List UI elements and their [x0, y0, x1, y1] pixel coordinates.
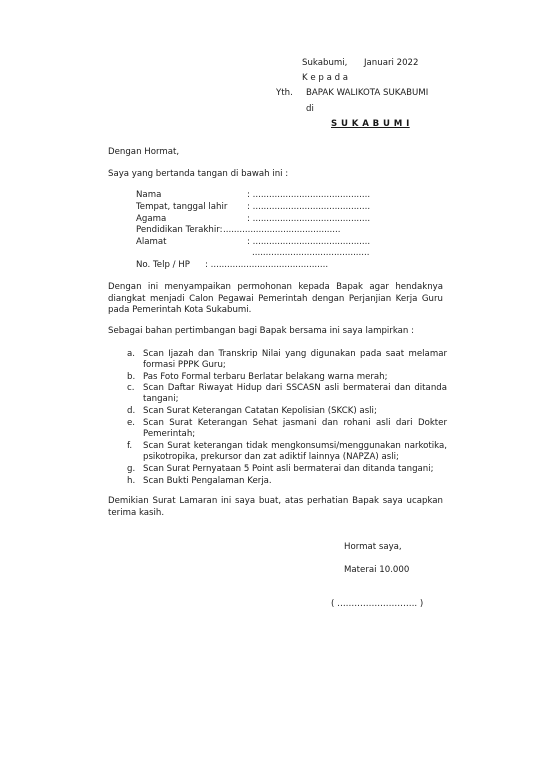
field-label-agama: Agama [136, 214, 167, 224]
salutation: Dengan Hormat, [108, 147, 180, 157]
field-label-alamat: Alamat [136, 237, 167, 247]
list-text: Scan Ijazah dan Transkrip Nilai yang digunakan pada saat melamar formasi PPPK Guru; [143, 349, 447, 371]
list-marker: b. [127, 372, 136, 382]
field-value-nama: : ........................................... [247, 190, 371, 200]
field-value-agama: : ........................................... [247, 214, 371, 224]
di-label: di [306, 104, 314, 114]
list-marker: d. [127, 406, 136, 416]
field-value-alamat-2: ........................................... [252, 248, 370, 258]
field-label-pendidikan: Pendidikan Terakhir: [136, 225, 223, 235]
field-value-alamat: : ........................................... [247, 237, 371, 247]
field-label-nama: Nama [136, 190, 162, 200]
list-text: Pas Foto Formal terbaru Berlatar belakang warna merah; [143, 372, 388, 382]
list-marker: f. [127, 441, 133, 451]
list-text: Scan Surat keterangan tidak mengkonsumsi/menggunakan narkotika, psikotropika, prekursor dan zat adiktif lainnya (NAPZA) asli; [143, 441, 447, 463]
list-marker: c. [127, 383, 135, 393]
signature-name-line: ( ………………………. ) [331, 599, 424, 609]
field-value-pendidikan: ........................................... [223, 225, 341, 235]
recipient-city: S U K A B U M I [331, 119, 410, 129]
letter-place: Sukabumi, [302, 58, 348, 68]
attachment-intro: Sebagai bahan pertimbangan bagi Bapak bersama ini saya lampirkan : [108, 326, 415, 336]
list-text: Scan Bukti Pengalaman Kerja. [143, 476, 272, 486]
list-marker: a. [127, 349, 135, 359]
signature-stamp: Materai 10.000 [344, 565, 410, 575]
field-label-telp: No. Telp / HP [136, 260, 190, 270]
list-text: Scan Surat Keterangan Sehat jasmani dan rohani asli dari Dokter Pemerintah; [143, 418, 447, 440]
recipient-name: BAPAK WALIKOTA SUKABUMI [306, 88, 429, 98]
request-paragraph: Dengan ini menyampaikan permohonan kepada Bapak agar hendaknya diangkat menjadi Calon Pegawai Pemerintah dengan Perjanjian Kerja Guru pada Pemerintah Kota Sukabumi. [108, 282, 443, 316]
kepada-label: K e p a d a [302, 73, 349, 83]
list-marker: e. [127, 418, 136, 428]
list-text: Scan Surat Pernyataan 5 Point asli bermaterai dan ditanda tangani; [143, 464, 434, 474]
letter-date: Januari 2022 [364, 58, 419, 68]
list-marker: h. [127, 476, 136, 486]
signature-regards: Hormat saya, [344, 542, 402, 552]
intro-text: Saya yang bertanda tangan di bawah ini : [108, 169, 289, 179]
list-marker: g. [127, 464, 136, 474]
yth-label: Yth. [276, 88, 293, 98]
field-value-ttl: : ........................................... [247, 202, 371, 212]
list-text: Scan Surat Keterangan Catatan Kepolisian (SKCK) asli; [143, 406, 377, 416]
list-text: Scan Daftar Riwayat Hidup dari SSCASN asli bermaterai dan ditanda tangani; [143, 383, 447, 405]
closing-paragraph: Demikian Surat Lamaran ini saya buat, atas perhatian Bapak saya ucapkan terima kasih. [108, 496, 443, 518]
field-label-ttl: Tempat, tanggal lahir [136, 202, 228, 212]
field-value-telp: : ........................................... [205, 260, 329, 270]
